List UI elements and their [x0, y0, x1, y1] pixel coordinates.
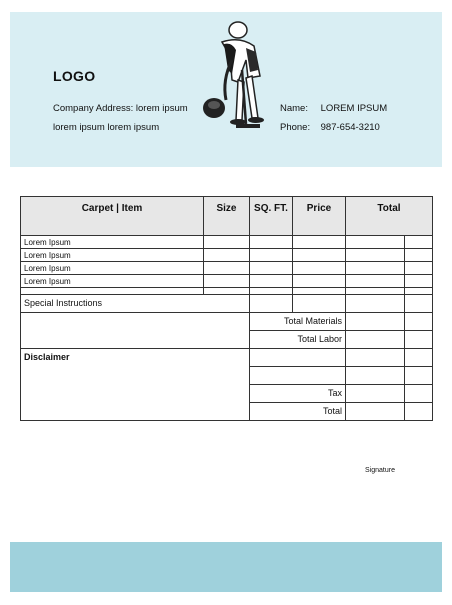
item-cell[interactable]: Lorem Ipsum [21, 236, 204, 249]
total-labor-label: Total Labor [250, 331, 346, 349]
col-header-total: Total [346, 197, 433, 236]
invoice-page [10, 12, 442, 592]
col-header-price: Price [293, 197, 346, 236]
item-cell[interactable]: Lorem Ipsum [21, 262, 204, 275]
table-row [21, 236, 433, 249]
phone-value: 987-654-3210 [320, 122, 380, 133]
vacuum-cleaner-worker-icon [202, 20, 280, 132]
col-header-sqft: SQ. FT. [250, 197, 293, 236]
disclaimer-row [21, 349, 433, 367]
total-materials-row [21, 313, 433, 331]
address-line-2: lorem ipsum lorem ipsum [53, 122, 160, 133]
table-row [21, 249, 433, 262]
item-cell[interactable]: Lorem Ipsum [21, 275, 204, 288]
tax-label: Tax [250, 385, 346, 403]
table-row [21, 275, 433, 288]
name-value: LOREM IPSUM [320, 103, 388, 114]
disclaimer-label: Disclaimer [21, 349, 250, 421]
spacer-row [21, 288, 433, 295]
special-instructions-field[interactable] [21, 313, 250, 349]
table-header-row [21, 197, 433, 236]
special-instructions-label: Special Instructions [21, 295, 250, 313]
table-row [21, 262, 433, 275]
invoice-header [10, 12, 442, 167]
item-cell[interactable]: Lorem Ipsum [21, 249, 204, 262]
col-header-item: Carpet | Item [21, 197, 204, 236]
special-instructions-row [21, 295, 433, 313]
company-logo: LOGO [53, 68, 96, 84]
invoice-table [20, 196, 433, 421]
col-header-size: Size [204, 197, 250, 236]
total-materials-label: Total Materials [250, 313, 346, 331]
name-label: Name: [280, 103, 308, 114]
company-address [53, 99, 188, 137]
address-line-1: Company Address: lorem ipsum [53, 103, 188, 114]
grand-total-label: Total [250, 403, 346, 421]
contact-info [280, 99, 387, 137]
signature-label: Signature [365, 467, 395, 474]
phone-label: Phone: [280, 122, 311, 133]
footer-band [10, 542, 442, 592]
